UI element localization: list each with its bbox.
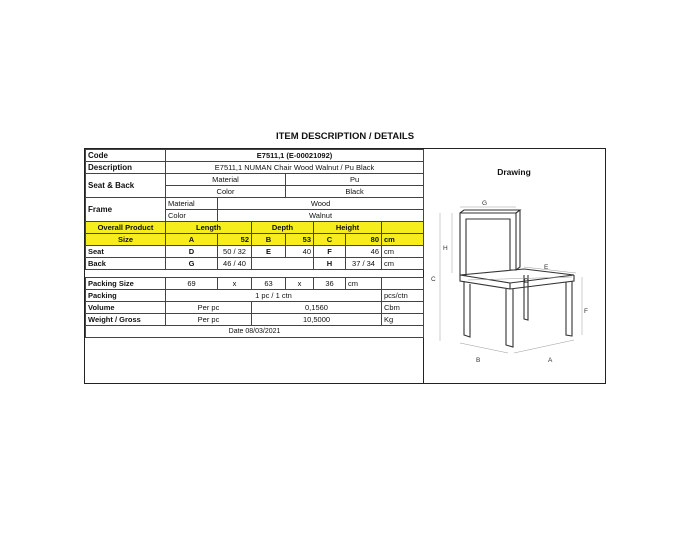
height-header: Height xyxy=(314,222,382,234)
back-unit: cm xyxy=(382,258,424,270)
volume-value: 0,1560 xyxy=(252,302,382,314)
label-d: D xyxy=(524,278,529,285)
dim-b-label: B xyxy=(252,234,286,246)
chair-leg-front-left xyxy=(464,281,470,337)
label-a: A xyxy=(548,357,553,364)
packing-size-unit: cm xyxy=(346,278,382,290)
packing-size-x1: x xyxy=(218,278,252,290)
packing-size-v3: 36 xyxy=(314,278,346,290)
code-value: E7511,1 (E-00021092) xyxy=(166,150,424,162)
overall-label: Overall Product xyxy=(86,222,166,234)
frame-material-row xyxy=(86,198,424,210)
description-label: Description xyxy=(86,162,166,174)
dim-g-value: 46 / 40 xyxy=(218,258,252,270)
frame-label: Frame xyxy=(86,198,166,222)
dim-b-value: 53 xyxy=(286,234,314,246)
code-label: Code xyxy=(86,150,166,162)
dim-d-value: 50 / 32 xyxy=(218,246,252,258)
seat-unit: cm xyxy=(382,246,424,258)
label-e: E xyxy=(544,264,549,271)
dim-line-a xyxy=(514,340,574,353)
packing-value: 1 pc / 1 ctn xyxy=(166,290,382,302)
label-f: F xyxy=(584,308,588,315)
weight-row xyxy=(86,314,424,326)
code-row xyxy=(86,150,424,162)
volume-row xyxy=(86,302,424,314)
overall-size-row xyxy=(86,234,424,246)
dim-g-label: G xyxy=(166,258,218,270)
dim-a-value: 52 xyxy=(218,234,252,246)
dim-c-label: C xyxy=(314,234,346,246)
label-c: C xyxy=(431,276,436,283)
gap-row xyxy=(86,270,424,278)
seat-back-color-label: Color xyxy=(166,186,286,198)
size-label: Size xyxy=(86,234,166,246)
date-row xyxy=(86,326,424,338)
description-row xyxy=(86,162,424,174)
dim-f-value: 46 xyxy=(346,246,382,258)
weight-value: 10,5000 xyxy=(252,314,382,326)
description-value: E7511,1 NUMAN Chair Wood Walnut / Pu Black xyxy=(166,162,424,174)
seat-back-material-label: Material xyxy=(166,174,286,186)
seat-back-label: Seat & Back xyxy=(86,174,166,198)
packing-unit: pcs/ctn xyxy=(382,290,424,302)
packing-size-row xyxy=(86,278,424,290)
depth-header: Depth xyxy=(252,222,314,234)
dim-f-label: F xyxy=(314,246,346,258)
volume-per: Per pc xyxy=(166,302,252,314)
dim-a-label: A xyxy=(166,234,218,246)
drawing-title: Drawing xyxy=(497,167,531,177)
seat-back-material-value: Pu xyxy=(286,174,424,186)
seat-back-material-row xyxy=(86,174,424,186)
chair-leg-back-right xyxy=(566,281,572,336)
weight-label: Weight / Gross xyxy=(86,314,166,326)
dim-line-b xyxy=(460,343,508,353)
back-label: Back xyxy=(86,258,166,270)
overall-unit-blank xyxy=(382,222,424,234)
chair-seat xyxy=(460,269,574,283)
frame-color-value: Walnut xyxy=(218,210,424,222)
date-label: Date 08/03/2021 xyxy=(86,326,424,338)
page-title: ITEM DESCRIPTION / DETAILS xyxy=(275,131,415,142)
frame-material-value: Wood xyxy=(218,198,424,210)
chair-backrest xyxy=(460,213,516,275)
spec-table xyxy=(85,149,424,338)
back-row xyxy=(86,258,424,270)
packing-size-label: Packing Size xyxy=(86,278,166,290)
packing-size-v1: 69 xyxy=(166,278,218,290)
packing-size-blank xyxy=(382,278,424,290)
label-b: B xyxy=(476,357,481,364)
dim-h-label: H xyxy=(314,258,346,270)
seat-row xyxy=(86,246,424,258)
volume-label: Volume xyxy=(86,302,166,314)
weight-per: Per pc xyxy=(166,314,252,326)
back-blank xyxy=(252,258,314,270)
dim-e-value: 40 xyxy=(286,246,314,258)
label-g: G xyxy=(482,200,488,207)
dim-d-label: D xyxy=(166,246,218,258)
dim-c-value: 80 xyxy=(346,234,382,246)
packing-row xyxy=(86,290,424,302)
frame-color-label: Color xyxy=(166,210,218,222)
chair-drawing xyxy=(424,195,604,375)
volume-unit: Cbm xyxy=(382,302,424,314)
seat-back-color-value: Black xyxy=(286,186,424,198)
weight-unit: Kg xyxy=(382,314,424,326)
dim-h-value: 37 / 34 xyxy=(346,258,382,270)
packing-label: Packing xyxy=(86,290,166,302)
seat-label: Seat xyxy=(86,246,166,258)
packing-size-x2: x xyxy=(286,278,314,290)
dim-e-label: E xyxy=(252,246,286,258)
overall-unit: cm xyxy=(382,234,424,246)
frame-material-label: Material xyxy=(166,198,218,210)
chair-leg-front-right xyxy=(506,289,513,347)
label-h: H xyxy=(443,245,448,252)
packing-size-v2: 63 xyxy=(252,278,286,290)
overall-header-row xyxy=(86,222,424,234)
length-header: Length xyxy=(166,222,252,234)
